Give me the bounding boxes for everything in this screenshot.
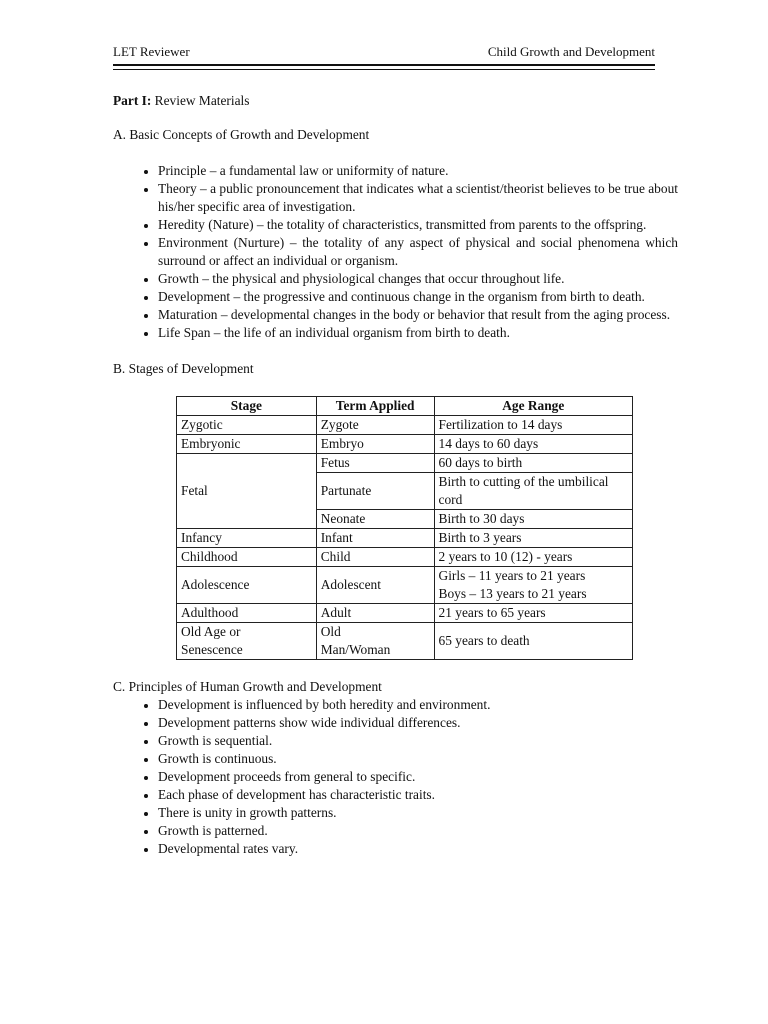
- age-range-cell: 14 days to 60 days: [434, 435, 632, 454]
- term-cell: Neonate: [316, 510, 434, 529]
- age-range-cell: 21 years to 65 years: [434, 604, 632, 623]
- table-row: [177, 604, 633, 623]
- part-heading: [113, 92, 678, 110]
- section-c-title: C. Principles of Human Growth and Development: [113, 679, 382, 694]
- term-cell: Zygote: [316, 416, 434, 435]
- table-row: [177, 567, 633, 604]
- age-range-cell: Birth to 30 days: [434, 510, 632, 529]
- page-content: [113, 92, 678, 876]
- list-item: • Theory – a public pronouncement that indicates what a scientist/theorist believes to be true about his/her specific area of investigation.: [158, 180, 678, 216]
- part-label: Part I:: [113, 93, 152, 108]
- list-item: • Each phase of development has characteristic traits.: [158, 786, 678, 804]
- column-header-age-range: Age Range: [434, 397, 632, 416]
- list-item: • Growth is continuous.: [158, 750, 678, 768]
- age-range-cell: Birth to 3 years: [434, 529, 632, 548]
- table-header-row: [177, 397, 633, 416]
- list-item: • Life Span – the life of an individual organism from birth to death.: [158, 324, 678, 342]
- stages-table: [176, 396, 633, 660]
- age-range-cell: 60 days to birth: [434, 454, 632, 473]
- stage-line: Old Age or: [181, 624, 241, 639]
- stage-cell: Childhood: [177, 548, 317, 567]
- column-header-term: Term Applied: [316, 397, 434, 416]
- list-item: • Development is influenced by both heredity and environment.: [158, 696, 678, 714]
- term-cell: Adolescent: [316, 567, 434, 604]
- list-item: • There is unity in growth patterns.: [158, 804, 678, 822]
- table-row: [177, 454, 633, 473]
- table-row: [177, 548, 633, 567]
- table-row: [177, 623, 633, 660]
- list-item: • Growth is sequential.: [158, 732, 678, 750]
- header-rule-thick: [113, 64, 655, 66]
- section-c-list: [113, 696, 678, 858]
- list-item: • Growth – the physical and physiological changes that occur throughout life.: [158, 270, 678, 288]
- list-item: • Maturation – developmental changes in the body or behavior that result from the aging process.: [158, 306, 678, 324]
- list-item: • Heredity (Nature) – the totality of characteristics, transmitted from parents to the offspring.: [158, 216, 678, 234]
- term-cell: Fetus: [316, 454, 434, 473]
- header-rule-thin: [113, 69, 655, 70]
- list-item: • Development – the progressive and continuous change in the organism from birth to death.: [158, 288, 678, 306]
- section-a-list: [113, 162, 678, 342]
- age-range-cell: Birth to cutting of the umbilical cord: [434, 473, 632, 510]
- term-cell: Partunate: [316, 473, 434, 510]
- age-range-girls: Girls – 11 years to 21 years: [438, 568, 586, 583]
- page-header: [113, 44, 655, 64]
- header-left-title: LET Reviewer: [113, 44, 190, 59]
- term-cell: Infant: [316, 529, 434, 548]
- table-row: [177, 416, 633, 435]
- list-item: • Growth is patterned.: [158, 822, 678, 840]
- list-item: • Development proceeds from general to specific.: [158, 768, 678, 786]
- term-line: Old: [320, 624, 341, 639]
- section-b-title: B. Stages of Development: [113, 361, 254, 376]
- stage-cell: Adulthood: [177, 604, 317, 623]
- stage-cell: Adolescence: [177, 567, 317, 604]
- list-item: • Environment (Nurture) – the totality of any aspect of physical and social phenomena which surround or affect an individual or organism.: [158, 234, 678, 270]
- age-range-cell: Fertilization to 14 days: [434, 416, 632, 435]
- stage-cell: Embryonic: [177, 435, 317, 454]
- list-item: • Principle – a fundamental law or uniformity of nature.: [158, 162, 678, 180]
- stage-line: Senescence: [181, 642, 243, 657]
- section-a-title: A. Basic Concepts of Growth and Development: [113, 127, 370, 142]
- term-cell: Child: [316, 548, 434, 567]
- stage-cell: Infancy: [177, 529, 317, 548]
- stage-cell: Fetal: [177, 454, 317, 529]
- part-title: Review Materials: [154, 93, 250, 108]
- age-range-cell: 2 years to 10 (12) - years: [434, 548, 632, 567]
- age-range-cell: [434, 567, 632, 604]
- stage-cell: Zygotic: [177, 416, 317, 435]
- header-right-title: Child Growth and Development: [487, 44, 655, 59]
- age-range-boys: Boys – 13 years to 21 years: [438, 586, 587, 601]
- table-row: [177, 529, 633, 548]
- stage-cell: [177, 623, 317, 660]
- term-cell: Adult: [316, 604, 434, 623]
- term-cell: [316, 623, 434, 660]
- term-cell: Embryo: [316, 435, 434, 454]
- column-header-stage: Stage: [177, 397, 317, 416]
- age-range-cell: 65 years to death: [434, 623, 632, 660]
- term-line: Man/Woman: [320, 642, 391, 657]
- list-item: • Developmental rates vary.: [158, 840, 678, 858]
- table-row: [177, 435, 633, 454]
- list-item: • Development patterns show wide individual differences.: [158, 714, 678, 732]
